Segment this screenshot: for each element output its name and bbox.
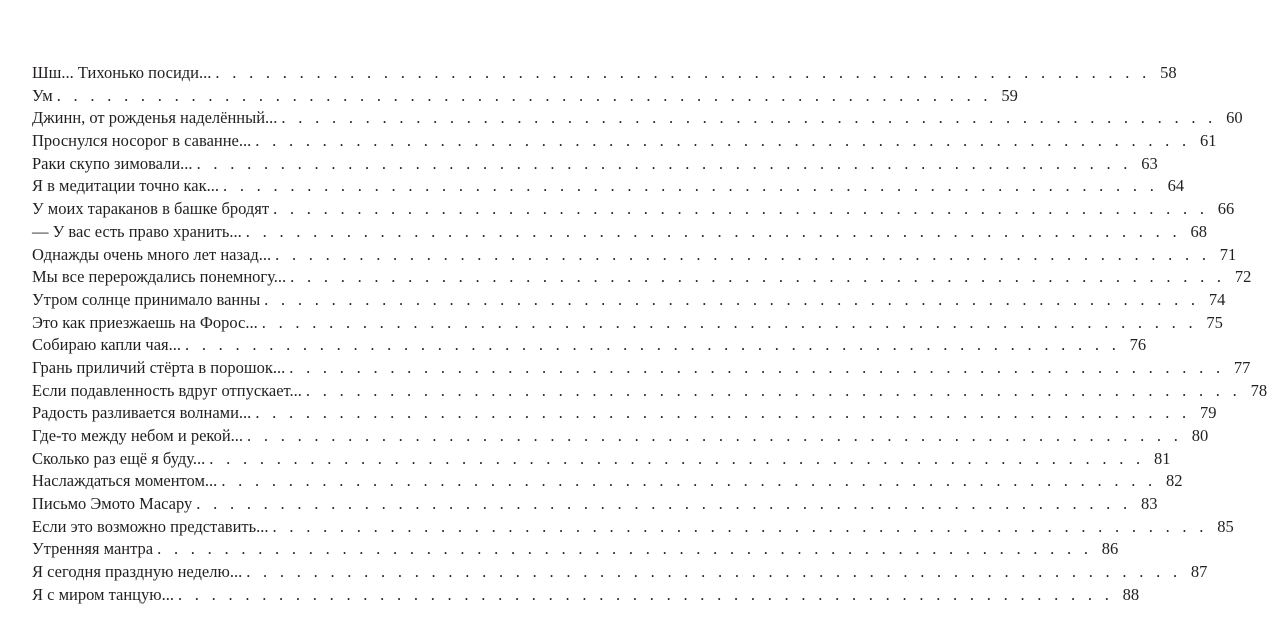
dot-leader: . . . . . . . . . . . . . . . . . . . . . . . . . . . . . . . . . . . . . . . . . . . . . . . . . . . . . . . . [196, 494, 1132, 514]
toc-page-number: 76 [1129, 335, 1147, 355]
toc-entry [32, 244, 1237, 267]
toc-entry-title: Джинн, от рожденья наделённый... [32, 108, 278, 128]
toc-page-number: 78 [1250, 380, 1267, 400]
toc-page-number: 77 [1233, 357, 1251, 377]
toc-entry [32, 62, 1177, 85]
dot-leader: . . . . . . . . . . . . . . . . . . . . . . . . . . . . . . . . . . . . . . . . . . . . . . . . . . . . . . . . [221, 471, 1157, 491]
dot-leader: . . . . . . . . . . . . . . . . . . . . . . . . . . . . . . . . . . . . . . . . . . . . . . . . . . . . . . . . [255, 403, 1191, 423]
toc-entry-title: Наслаждаться моментом... [32, 471, 218, 491]
dot-leader: . . . . . . . . . . . . . . . . . . . . . . . . . . . . . . . . . . . . . . . . . . . . . . . . . . . . . . . . [305, 380, 1242, 400]
toc-page-number: 79 [1200, 403, 1217, 423]
toc-entry [32, 334, 1147, 357]
toc-page-number: 59 [1001, 85, 1018, 105]
toc-entry-title: Я сегодня праздную неделю... [32, 562, 243, 582]
toc-entry [32, 85, 1018, 108]
toc-entry-title: Я с миром танцую... [32, 584, 174, 604]
toc-page-number: 72 [1234, 267, 1252, 287]
toc-entry-title: Утром солнце принимало ванны [32, 289, 261, 309]
toc-entry-title: Раки скупо зимовали... [32, 153, 193, 173]
dot-leader: . . . . . . . . . . . . . . . . . . . . . . . . . . . . . . . . . . . . . . . . . . . . . . . . . . . . . . . . [215, 63, 1151, 82]
toc-page-number: 64 [1167, 176, 1185, 196]
toc-entry-title: Грань приличий стёрта в порошок... [32, 357, 286, 377]
toc-entry-title: Если это возможно представить... [32, 516, 269, 536]
toc-page-number: 81 [1153, 448, 1171, 468]
toc-entry [32, 402, 1217, 425]
dot-leader: . . . . . . . . . . . . . . . . . . . . . . . . . . . . . . . . . . . . . . . . . . . . . . . . . . . . . . . . [222, 176, 1159, 196]
toc-entry [32, 175, 1185, 198]
toc-entry-title: Сколько раз ещё я буду... [32, 448, 206, 468]
toc-entry [32, 470, 1183, 493]
toc-page-number: 87 [1190, 562, 1208, 582]
toc-entry-title: Если подавленность вдруг отпускает... [32, 380, 302, 400]
dot-leader: . . . . . . . . . . . . . . . . . . . . . . . . . . . . . . . . . . . . . . . . . . . . . . . . . . . . . . . . [246, 562, 1182, 582]
toc-page-number: 82 [1166, 471, 1183, 491]
toc-entry [32, 538, 1119, 561]
toc-entry-title: Утренняя мантра [32, 539, 154, 559]
toc-page-number: 61 [1199, 131, 1217, 151]
dot-leader: . . . . . . . . . . . . . . . . . . . . . . . . . . . . . . . . . . . . . . . . . . . . . . . . . . . . . . . . [184, 335, 1121, 355]
toc-page-number: 80 [1191, 426, 1209, 445]
toc-entry [32, 153, 1158, 176]
dot-leader: . . . . . . . . . . . . . . . . . . . . . . . . . . . . . . . . . . . . . . . . . . . . . . . . . . . . . . . . [196, 153, 1132, 173]
table-of-contents [32, 62, 1267, 607]
dot-leader: . . . . . . . . . . . . . . . . . . . . . . . . . . . . . . . . . . . . . . . . . . . . . . . . . . . . . . . . [289, 357, 1225, 377]
toc-entry [32, 516, 1234, 539]
dot-leader: . . . . . . . . . . . . . . . . . . . . . . . . . . . . . . . . . . . . . . . . . . . . . . . . . . . . . . . . [255, 131, 1191, 151]
toc-entry [32, 107, 1243, 130]
toc-entry-title: Это как приезжаешь на Форос... [32, 312, 258, 332]
toc-page-number: 68 [1190, 221, 1207, 241]
toc-page-number: 60 [1226, 108, 1243, 128]
toc-page-number: 83 [1140, 494, 1158, 514]
dot-leader: . . . . . . . . . . . . . . . . . . . . . . . . . . . . . . . . . . . . . . . . . . . . . . . . . . . . . . . . [281, 108, 1217, 128]
dot-leader: . . . . . . . . . . . . . . . . . . . . . . . . . . . . . . . . . . . . . . . . . . . . . . . . . . . . . . . . [264, 289, 1200, 309]
dot-leader: . . . . . . . . . . . . . . . . . . . . . . . . . . . . . . . . . . . . . . . . . . . . . . . . . . . . . . . . [275, 244, 1211, 264]
toc-entry-title: — У вас есть право хранить... [32, 221, 242, 241]
toc-entry [32, 266, 1252, 289]
toc-entry [32, 221, 1207, 244]
toc-entry-title: Однажды очень много лет назад... [32, 244, 272, 264]
dot-leader: . . . . . . . . . . . . . . . . . . . . . . . . . . . . . . . . . . . . . . . . . . . . . . . . . . . . . . . . [290, 267, 1226, 287]
toc-page-number: 58 [1160, 63, 1177, 82]
toc-entry-title: Письмо Эмото Масару [32, 494, 193, 514]
toc-entry [32, 130, 1217, 153]
toc-entry-title: Я в медитации точно как... [32, 176, 219, 196]
toc-entry-title: У моих тараканов в башке бродят [32, 199, 270, 219]
toc-entry-title: Радость разливается волнами... [32, 403, 252, 423]
toc-entry [32, 561, 1208, 584]
toc-page-number: 71 [1219, 244, 1237, 264]
toc-entry [32, 357, 1251, 380]
dot-leader: . . . . . . . . . . . . . . . . . . . . . . . . . . . . . . . . . . . . . . . . . . . . . . . . . . . . . . . . [273, 199, 1209, 219]
toc-entry-title: Проснулся носорог в саванне... [32, 131, 252, 151]
dot-leader: . . . . . . . . . . . . . . . . . . . . . . . . . . . . . . . . . . . . . . . . . . . . . . . . . . . . . . . . [247, 426, 1183, 445]
toc-entry [32, 380, 1267, 403]
toc-entry-title: Где-то между небом и рекой... [32, 426, 244, 445]
toc-page-number: 66 [1217, 199, 1235, 219]
toc-entry-title: Мы все перерождались понемногу... [32, 267, 287, 287]
toc-page-number: 74 [1208, 289, 1226, 309]
toc-page-number: 63 [1141, 153, 1158, 173]
dot-leader: . . . . . . . . . . . . . . . . . . . . . . . . . . . . . . . . . . . . . . . . . . . . . . . . . . . . . . . . [177, 584, 1114, 604]
toc-page-number: 75 [1206, 312, 1223, 332]
dot-leader: . . . . . . . . . . . . . . . . . . . . . . . . . . . . . . . . . . . . . . . . . . . . . . . . . . . . . . . . [157, 539, 1093, 559]
dot-leader: . . . . . . . . . . . . . . . . . . . . . . . . . . . . . . . . . . . . . . . . . . . . . . . . . . . . . . . . [245, 221, 1181, 241]
toc-entry-title: Ум [32, 85, 53, 105]
toc-entry-title: Шш... Тихонько посиди... [32, 63, 212, 82]
toc-page-number: 88 [1122, 584, 1140, 604]
dot-leader: . . . . . . . . . . . . . . . . . . . . . . . . . . . . . . . . . . . . . . . . . . . . . . . . . . . . . . . . [272, 516, 1208, 536]
toc-page-number: 86 [1101, 539, 1119, 559]
toc-entry [32, 448, 1171, 471]
toc-entry [32, 425, 1209, 448]
toc-entry [32, 584, 1140, 607]
toc-page-number: 85 [1217, 516, 1234, 536]
toc-entry-title: Собираю капли чая... [32, 335, 181, 355]
toc-entry [32, 198, 1235, 221]
toc-entry [32, 493, 1158, 516]
dot-leader: . . . . . . . . . . . . . . . . . . . . . . . . . . . . . . . . . . . . . . . . . . . . . . . . . . . . . . . . [56, 85, 992, 105]
toc-entry [32, 312, 1223, 335]
toc-entry [32, 289, 1226, 312]
dot-leader: . . . . . . . . . . . . . . . . . . . . . . . . . . . . . . . . . . . . . . . . . . . . . . . . . . . . . . . . [261, 312, 1197, 332]
dot-leader: . . . . . . . . . . . . . . . . . . . . . . . . . . . . . . . . . . . . . . . . . . . . . . . . . . . . . . . . [209, 448, 1145, 468]
